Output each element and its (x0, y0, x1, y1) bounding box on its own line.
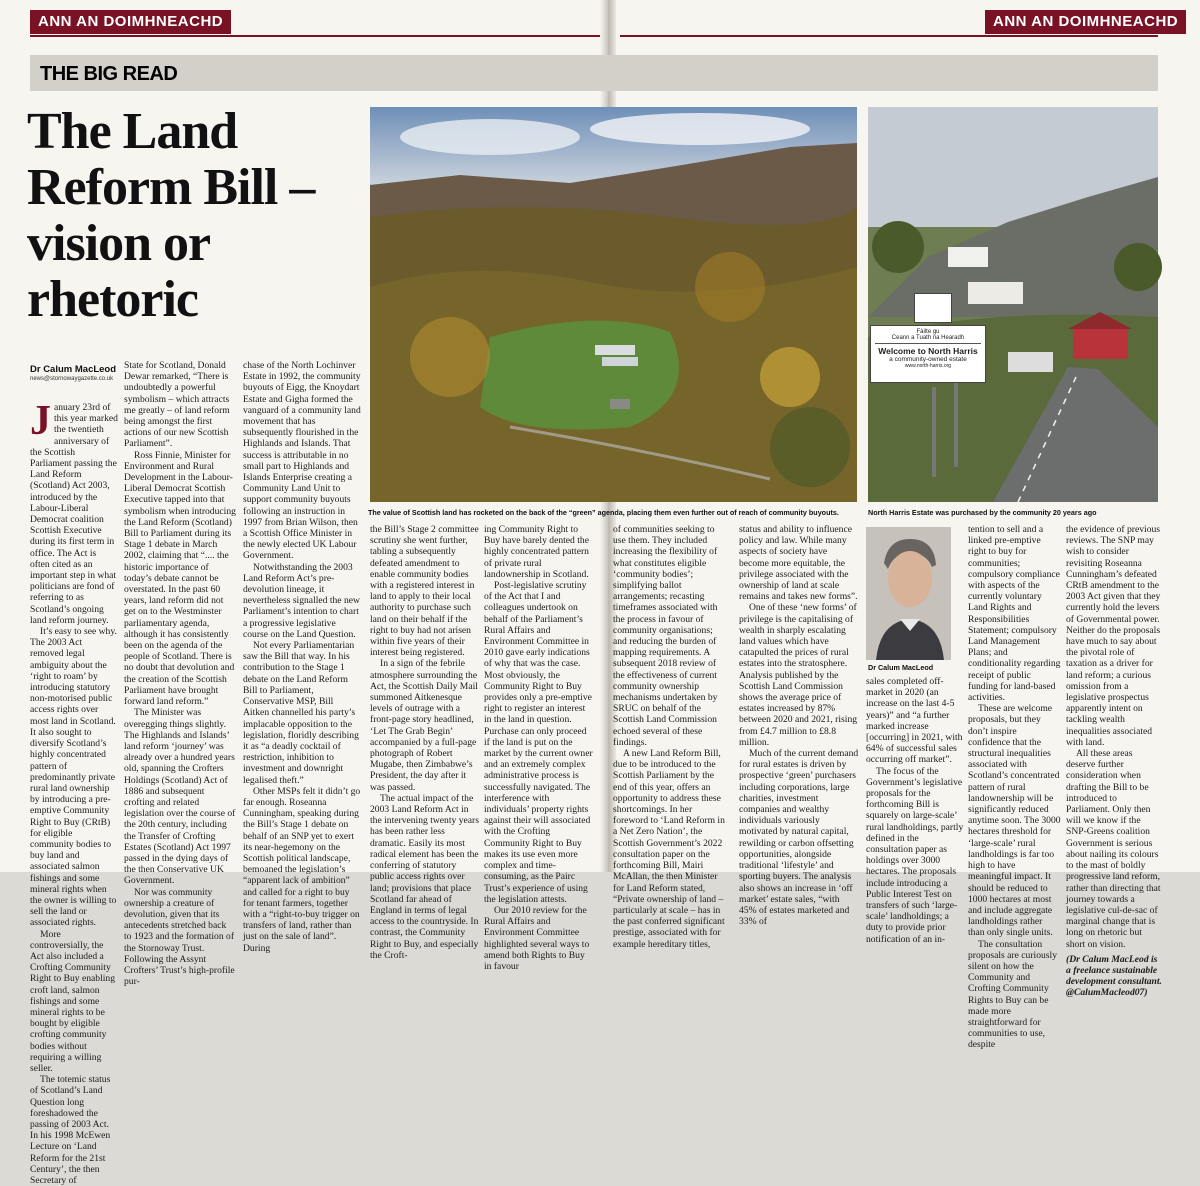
column-8 (866, 676, 964, 945)
headline: The Land Reform Bill – vision or rhetoric (27, 103, 315, 328)
col6-para-2: A new Land Reform Bill, due to be introduced to the Scottish Parliament by the end of this year, offers an opportunity to address these shortcomings. In her foreword to ‘Land Reform in a Net Zero Nation’, the Scottish Government’s 2022 consultation paper on the forthcoming Bill, Mairi McAllan, the then Minister for Land Reform stated, “Private ownership of land – particularly at scale – has in the past conferred significant prestige, associated with for example hereditary titles, (613, 748, 725, 950)
col7-para-2: One of these ‘new forms’ of privilege is the capitalising of wealth in sharply escalating land values which have catapulted the prices of rural estates into the stratosphere. Analysis published by the Scottish Land Commission shows the average price of estates increased by 87% between 2020 and 2021, rising from £4.7 million to £8.8 million. (739, 602, 858, 748)
top-rule-left (30, 35, 600, 37)
column-4 (370, 524, 480, 961)
logo-sign (914, 293, 952, 323)
col5-para-2: Post-legislative scrutiny of the Act that I and colleagues undertook on behalf of the Parliament’s Rural Affairs and Environment Committee in 2010 gave early indications of why that was the case. Most obviously, the Community Right to Buy provides only a pre-emptive right to register an interest in the land in question. Purchase can only proceed if the land is put on the market by the current owner and an extremely complex administrative process is successfully navigated. The interference with individuals’ property rights against their will associated with the Crofting Community Right to Buy makes its use even more complex and time-consuming, as the Pairc Trust’s experience of using the legislation attests. (484, 580, 593, 905)
col7-para-1: status and ability to influence policy and law. While many aspects of society have become more equitable, the privilege associated with the ownership of land at scale remains and takes new forms”. (739, 524, 858, 603)
column-10 (1066, 524, 1162, 999)
section-tag-left: ANN AN DOIMHNEACHD (30, 10, 231, 34)
author-tagline: (Dr Calum MacLeod is a freelance sustainable development consultant. @CalumMacleod07) (1066, 953, 1162, 999)
col1-para-4: The totemic status of Scotland’s Land Question long foreshadowed the passing of 2003 Act. In his 1998 McEwen Lecture on ‘Land Reform for the 21st Century’, the then Secretary of (30, 1074, 111, 1186)
north-harris-photo (868, 107, 1158, 502)
kicker-bar (30, 55, 1158, 91)
col5-para-3: Our 2010 review for the Rural Affairs and Environment Committee highlighted several ways to amend both Rights to Buy in favour (484, 904, 590, 972)
col5-para-1: ing Community Right to Buy have barely dented the highly concentrated pattern of private rural landownership in Scotland. (484, 524, 589, 580)
sign-line1: Fàilte gu (916, 329, 940, 335)
col3-para-3: Not every Parliamentarian saw the Bill that way. In his contribution to the Stage 1 debate on the Land Reform Bill to Parliament, Conservative MSP, Bill Aitken channelled his party’s implacable opposition to the legislation, floridly describing it as “a deadly cocktail of restriction, inhibition to investment and downright legalised theft.” (243, 640, 359, 786)
aerial-photo (370, 107, 857, 502)
byline-name: Dr Calum MacLeod (30, 364, 117, 375)
col2-para-1: State for Scotland, Donald Dewar remarked, “There is undoubtedly a powerful symbolism – which attracts me greatly – of land reform being amongst the first actions of our new Scottish Parliament”. (124, 360, 230, 450)
sign-line3: Welcome to North Harris (875, 343, 981, 356)
portrait-caption: Dr Calum MacLeod (868, 663, 934, 672)
col7-para-3: Much of the current demand for rural estates is driven by prospective ‘green’ purchasers including corporations, large charities, investment companies and wealthy individuals variously motivated by natural capital, rewilding or carbon offsetting opportunities, alongside traditional ‘lifestyle’ and sporting buyers. The analysis also shows an increase in ‘off market’ estate sales, “with 45% of estates marketed and 33% of (739, 748, 859, 928)
col6-para-1: of communities seeking to use them. They included increasing the flexibility of what constitutes eligible ‘community bodies’; simplifying ballot arrangements; recasting timeframes associated with the process in favour of community organisations; and reducing the burden of mapping requirements. A subsequent 2018 review of the effectiveness of current community ownership mechanisms undertaken by SRUC on behalf of the Scottish Land Commission echoed several of these findings. (613, 524, 718, 748)
author-portrait-image (866, 527, 951, 660)
aerial-caption: The value of Scottish land has rocketed on the back of the “green” agenda, placing them even further out of reach of community buyouts. (368, 508, 839, 517)
sign-line4: a community-owned estate (889, 356, 967, 363)
kicker: THE BIG READ (40, 63, 178, 85)
welcome-sign (870, 325, 986, 383)
north-harris-caption: North Harris Estate was purchased by the community 20 years ago (868, 508, 1097, 517)
col3-para-4: Other MSPs felt it didn’t go far enough. Roseanna Cunningham, speaking during the Bill’s Stage 1 debate on behalf of an SNP yet to exert its near-hegemony on the Scottish political landscape, bemoaned the legislation’s “apparent lack of ambition” and called for a right to buy for tenant farmers, together with a “right-to-buy trigger on transfers of land, rather than just on the sale of land”. During (243, 785, 361, 954)
col1-para-1: anuary 23rd of this year marked the twentieth anniversary of the Scottish Parliament passing the Land Reform (Scotland) Act 2003, introduced by the Labour-Liberal Democrat coalition Scottish Executive during its first term in office. The Act is often cited as an important step in what politicians are fond of referring to as Scotland’s ongoing land reform journey. (30, 402, 118, 626)
col1-para-2: It’s easy to see why. The 2003 Act removed legal ambiguity about the ‘right to roam’ by introducing statutory non-motorised public access rights over most land in Scotland. It also sought to diversify Scotland’s highly concentrated pattern of predominantly private rural land ownership by introducing a pre-emptive Community Right to Buy (CRtB) for eligible community bodies to buy land and associated salmon fishings and some mineral rights when the owner is willing to sell the land or associated rights. (30, 626, 117, 929)
col9-para-2: These are welcome proposals, but they don’t inspire confidence that the structural inequalities associated with Scotland’s concentrated pattern of rural landownership will be significantly reduced anytime soon. The 3000 hectares threshold for ‘large-scale’ rural landholdings is far too high to have meaningful impact. It should be reduced to 1000 hectares at most and include aggregate landholdings rather than only single units. (968, 703, 1061, 939)
column-9 (968, 524, 1061, 1051)
column-1 (30, 398, 118, 1186)
north-harris-village-image (868, 107, 1158, 502)
col9-para-1: tention to sell and a linked pre-emptive right to buy for communities; compulsory compliance with aspects of the currently voluntary Land Rights and Responsibilities Statement; compulsory Land Management Plans; and conditionality regarding receipt of public funding for land-based activities. (968, 524, 1061, 704)
column-3 (243, 360, 361, 954)
col9-para-3: The consultation proposals are curiously silent on how the Community and Crofting Community Rights to Buy can be made more straightforward for communities to use, despite (968, 938, 1057, 1051)
column-7 (739, 524, 859, 928)
column-2 (124, 360, 236, 988)
col3-para-1: chase of the North Lochinver Estate in 1992, the community buyouts of Eigg, the Knoydart Estate and Gigha formed the vanguard of a community land movement that has subsequently flourished in the Highlands and Islands. That success is attributable in no small part to Highlands and Islands Enterprise creating a Community Land Unit to support community buyouts following an instruction in 1997 from Brian Wilson, then a Scottish Office Minister in the newly elected UK Labour Government. (243, 360, 361, 562)
sign-line2: Ceann a Tuath na Hearadh (891, 335, 965, 341)
top-rule-right (620, 35, 1158, 37)
section-tag-right: ANN AN DOIMHNEACHD (985, 10, 1186, 34)
sign-line5: www.north-harris.org (904, 363, 952, 369)
byline-email: news@stornowaygazette.co.uk (30, 376, 114, 382)
column-6 (613, 524, 725, 950)
col4-para-1: the Bill’s Stage 2 committee scrutiny she went further, tabling a subsequently defeated amendment to enable community bodies with a registered interest in land to apply to their local authority to purchase such land on their behalf if the right to buy had not arisen within five years of their interest being registered. (370, 524, 479, 659)
col8-para-2: The focus of the Government’s legislative proposals for the forthcoming Bill is squarely on large-scale’ rural landholdings, partly defined in the consultation paper as holdings over 3000 hectares. The proposals include introducing a Public Interest Test on transfers of such ‘large-scale’ landholdings; a duty to provide prior notification of an in- (866, 765, 964, 945)
col2-para-2: Ross Finnie, Minister for Environment and Rural Development in the Labour-Liberal Democrat Scottish Executive tapped into that symbolism when introducing the Land Reform (Scotland) Bill to Parliament during its Stage 1 debate in March 2002, claiming that “.... the historic importance of today’s debate cannot be overstated. In the past 60 years, land reform did not get on to the Westminster parliamentary agenda, although it has consistently been on the agenda of the people of Scotland. There is no doubt that devolution and the creation of the Scottish Parliament have brought forward land reform.” (124, 449, 236, 708)
col4-para-2: In a sign of the febrile atmosphere surrounding the Act, the Scottish Daily Mail summoned Aitkenesque levels of outrage with a front-page story headlined, ‘Let The Grab Begin’ accompanied by a full-page photograph of Robert Mugabe, then Zimbabwe’s President, the day after it was passed. (370, 658, 478, 793)
col10-para-1: the evidence of previous reviews. The SNP may wish to consider revisiting Roseanna Cunningham’s defeated CRtB amendment to the 2003 Act given that they currently hold the levers of Governmental power. Neither do the proposals have much to say about the pivotal role of taxation as a driver for land reform; a curious omission from a legislative prospectus apparently intent on tackling wealth inequalities associated with land. (1066, 524, 1161, 748)
col2-para-3: The Minister was overegging things slightly. The Highlands and Islands’ land reform ‘journey’ was already over a hundred years old, spanning the Crofters Holdings (Scotland) Act of 1886 and subsequent crofting and related legislation over the course of the 20th century, including the Transfer of Crofting Estates (Scotland) Act 1997 passed in the dying days of the then Conservative UK Government. (124, 707, 236, 887)
drop-cap: J (30, 398, 51, 444)
portrait-photo (866, 527, 951, 660)
col3-para-2: Notwithstanding the 2003 Land Reform Act’s pre-devolution lineage, it nevertheless signalled the new Parliament’s intention to chart a progressive legislative course on the Land Question. (243, 561, 360, 640)
col8-para-1: sales completed off-market in 2020 (an increase on the last 4-5 years)” and “a further marked increase [occurring] in 2021, with 64% of successful sales occurring off market”. (866, 676, 963, 766)
col4-para-3: The actual impact of the 2003 Land Reform Act in the intervening twenty years has been rather less dramatic. Easily its most radical element has been the conferring of statutory public access rights over land; provisions that place Scotland far ahead of England in terms of legal access to the countryside. In contrast, the Community Right to Buy, and especially the Croft- (370, 792, 479, 961)
col2-para-4: Nor was community ownership a creature of devolution, given that its antecedents stretched back to 1923 and the formation of the Stornoway Trust. Following the Assynt Crofters’ Trust’s high-profile pur- (124, 886, 235, 988)
col10-para-2: All these areas deserve further consideration when drafting the Bill to be introduced to Parliament. Only then will we know if the SNP-Greens coalition Government is serious about nailing its colours to the mast of boldly progressive land reform, rather than directing that journey towards a legislative cul-de-sac of marginal change that is long on rhetoric but short on vision. (1066, 748, 1161, 950)
aerial-landscape-image (370, 107, 857, 502)
column-5 (484, 524, 594, 972)
col1-para-3: More controversially, the Act also included a Crofting Community Right to Buy enabling croft land, salmon fishings and some mineral rights to be bought by eligible crofting community bodies without requiring a willing seller. (30, 928, 116, 1074)
